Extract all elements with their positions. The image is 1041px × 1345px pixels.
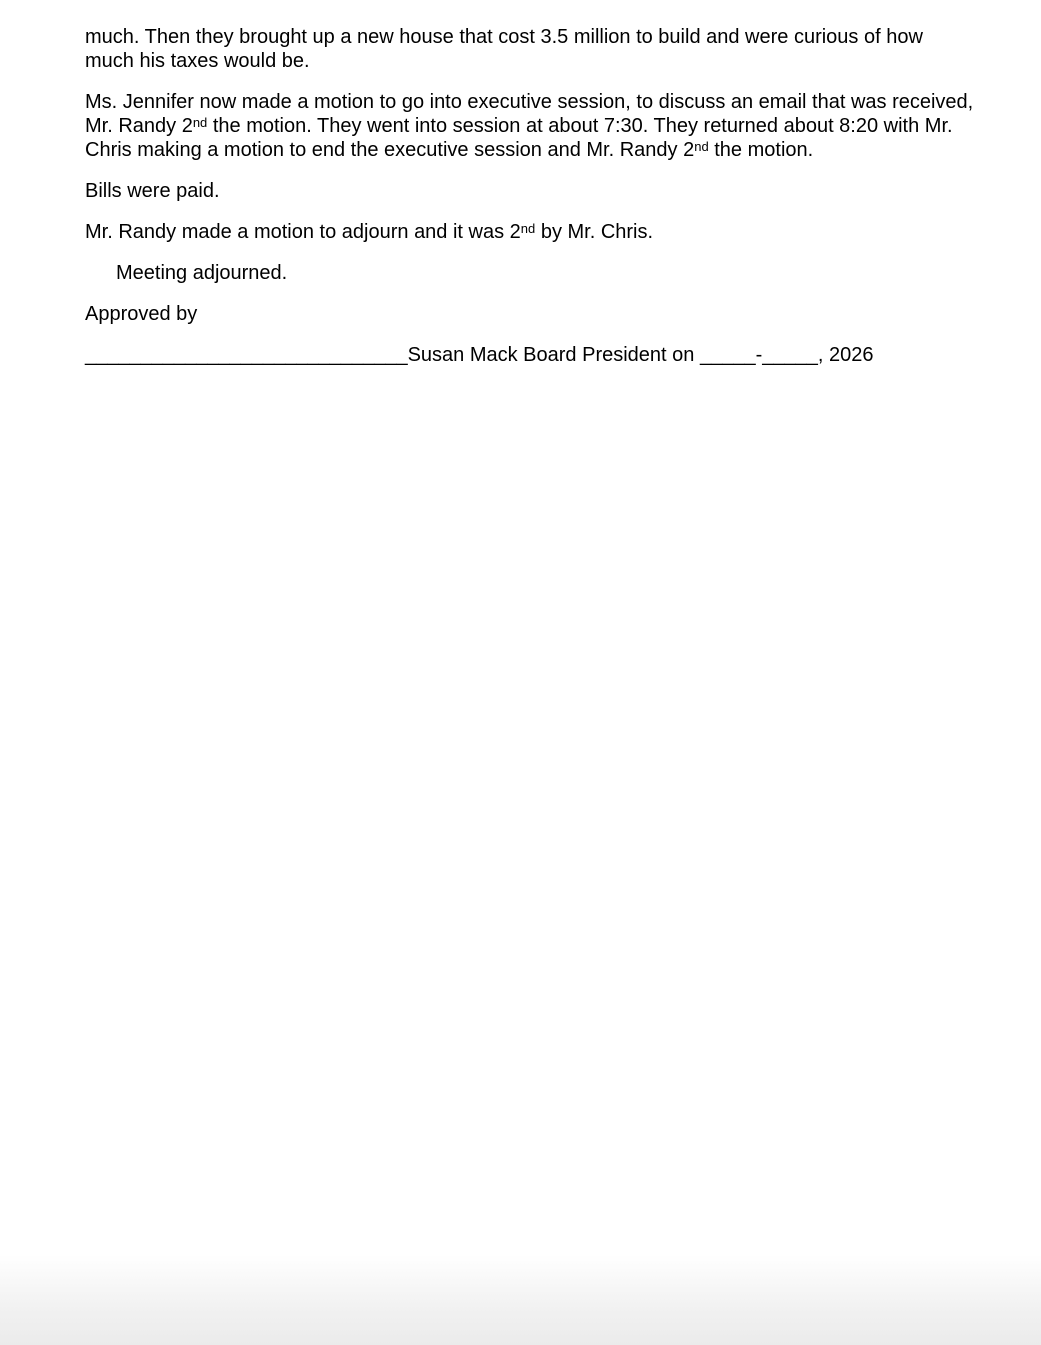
executive-session-text-1: Ms. Jennifer now made a motion to go into executive session, to discuss an email that was received, Mr. Randy 2 [85, 91, 974, 137]
signature-year: , 2026 [817, 344, 874, 366]
paragraph-approved-by: Approved by [85, 303, 198, 325]
ordinal-suffix: nd [192, 115, 208, 130]
adjourn-motion-text-1: Mr. Randy made a motion to adjourn and it was 2 [85, 221, 521, 243]
paragraph-adjourn-motion [85, 220, 975, 244]
paragraph-executive-session [85, 90, 975, 162]
signature-title: Susan Mack Board President on [407, 344, 700, 366]
paragraph-taxes [85, 25, 975, 73]
paragraph-taxes-line-1: much. Then they brought up a new house that cost 3.5 million to build and were curious of how [85, 26, 923, 48]
page-bottom-shadow [0, 1255, 1041, 1345]
paragraph-taxes-line-2: much his taxes would be. [85, 50, 310, 72]
executive-session-text-2: the motion. They went into session at about 7:30. They returned about 8:20 with Mr. Chris making a motion to end the executive session and Mr. Randy 2 [85, 115, 953, 161]
date-blank: _____-_____ [699, 344, 818, 366]
paragraph-meeting-adjourned: Meeting adjourned. [116, 262, 288, 284]
adjourn-motion-text-2: by Mr. Chris. [535, 221, 654, 243]
document-body [85, 25, 975, 384]
signature-line [85, 343, 975, 367]
signature-blank: _____________________________ [85, 344, 408, 366]
ordinal-suffix: nd [520, 221, 536, 236]
executive-session-text-3: the motion. [708, 139, 814, 161]
paragraph-bills: Bills were paid. [85, 180, 220, 202]
ordinal-suffix: nd [694, 139, 709, 154]
